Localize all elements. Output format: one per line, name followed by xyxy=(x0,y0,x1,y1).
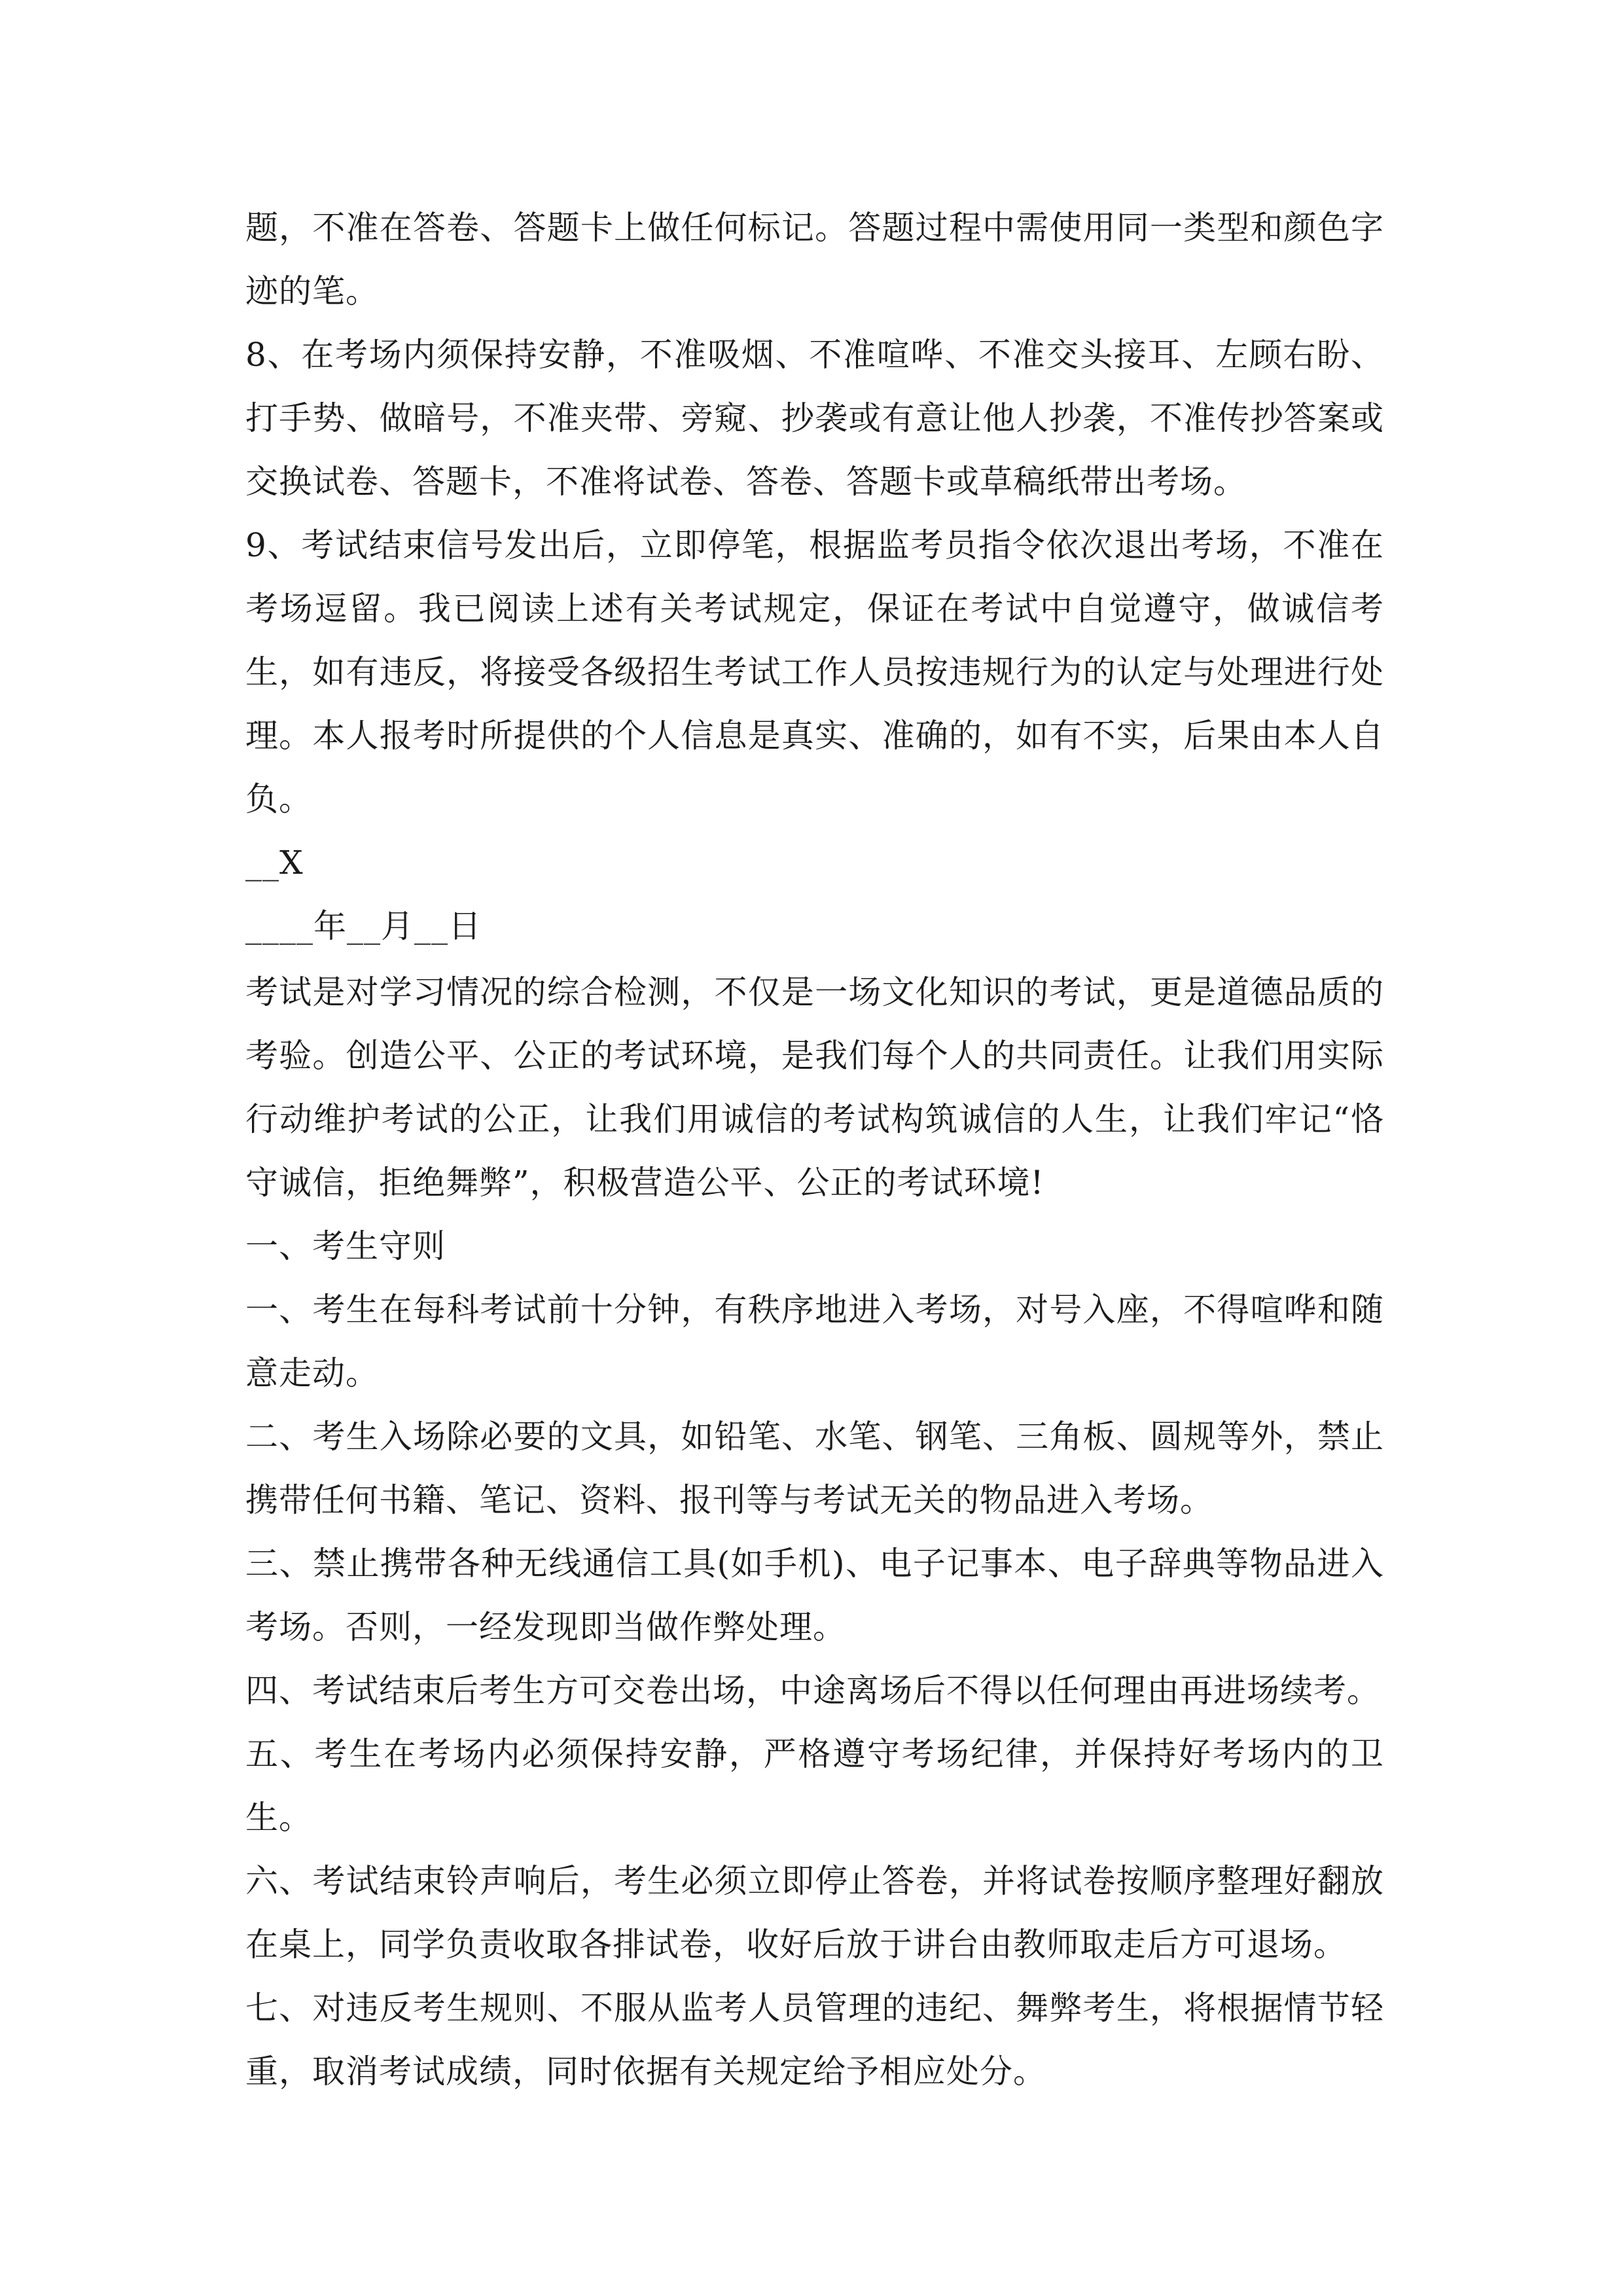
paragraph-continuation: 题，不准在答卷、答题卡上做任何标记。答题过程中需使用同一类型和颜色字迹的笔。 xyxy=(245,209,1384,310)
rule-item-6: 六、考试结束铃声响后，考生必须立即停止答卷，并将试卷按顺序整理好翻放在桌上，同学负责收取各排试卷，收好后放于讲台由教师取走后方可退场。 xyxy=(245,1862,1384,1964)
rule-item-3: 三、禁止携带各种无线通信工具(如手机)、电子记事本、电子辞典等物品进入考场。否则，一经发现即当做作弊处理。 xyxy=(245,1545,1384,1646)
paragraph-rule-8: 8、在考场内须保持安静，不准吸烟、不准喧哗、不准交头接耳、左顾右盼、打手势、做暗号，不准夹带、旁窥、抄袭或有意让他人抄袭，不准传抄答案或交换试卷、答题卡，不准将试卷、答卷、答题卡或草稿纸带出考场。 xyxy=(245,336,1384,501)
pledge-section xyxy=(245,196,1384,958)
rule-item-1: 一、考生在每科考试前十分钟，有秩序地进入考场，对号入座，不得喧哗和随意走动。 xyxy=(245,1291,1384,1392)
rule-item-4: 四、考试结束后考生方可交卷出场，中途离场后不得以任何理由再进场续考。 xyxy=(245,1672,1380,1710)
intro-paragraph: 考试是对学习情况的综合检测，不仅是一场文化知识的考试，更是道德品质的考验。创造公平、公正的考试环境，是我们每个人的共同责任。让我们用实际行动维护考试的公正，让我们用诚信的考试构筑诚信的人生，让我们牢记“恪守诚信，拒绝舞弊”，积极营造公平、公正的考试环境! xyxy=(245,973,1384,1202)
rule-item-7: 七、对违反考生规则、不服从监考人员管理的违纪、舞弊考生，将根据情节轻重，取消考试成绩，同时依据有关规定给予相应处分。 xyxy=(245,1989,1384,2090)
section-heading: 一、考生守则 xyxy=(245,1227,446,1265)
rule-item-5: 五、考生在考场内必须保持安静，严格遵守考场纪律，并保持好考场内的卫生。 xyxy=(245,1735,1384,1837)
signature-line: __X xyxy=(245,844,304,882)
rule-item-2: 二、考生入场除必要的文具，如铅笔、水笔、钢笔、三角板、圆规等外，禁止携带任何书籍、笔记、资料、报刊等与考试无关的物品进入考场。 xyxy=(245,1418,1384,1519)
paragraph-rule-9: 9、考试结束信号发出后，立即停笔，根据监考员指令依次退出考场，不准在考场逗留。我已阅读上述有关考试规定，保证在考试中自觉遵守，做诚信考生，如有违反，将接受各级招生考试工作人员按违规行为的认定与处理进行处理。本人报考时所提供的个人信息是真实、准确的，如有不实，后果由本人自负。 xyxy=(245,526,1384,818)
date-line: ____年__月__日 xyxy=(245,907,482,945)
exam-rules-section xyxy=(245,961,1384,2104)
